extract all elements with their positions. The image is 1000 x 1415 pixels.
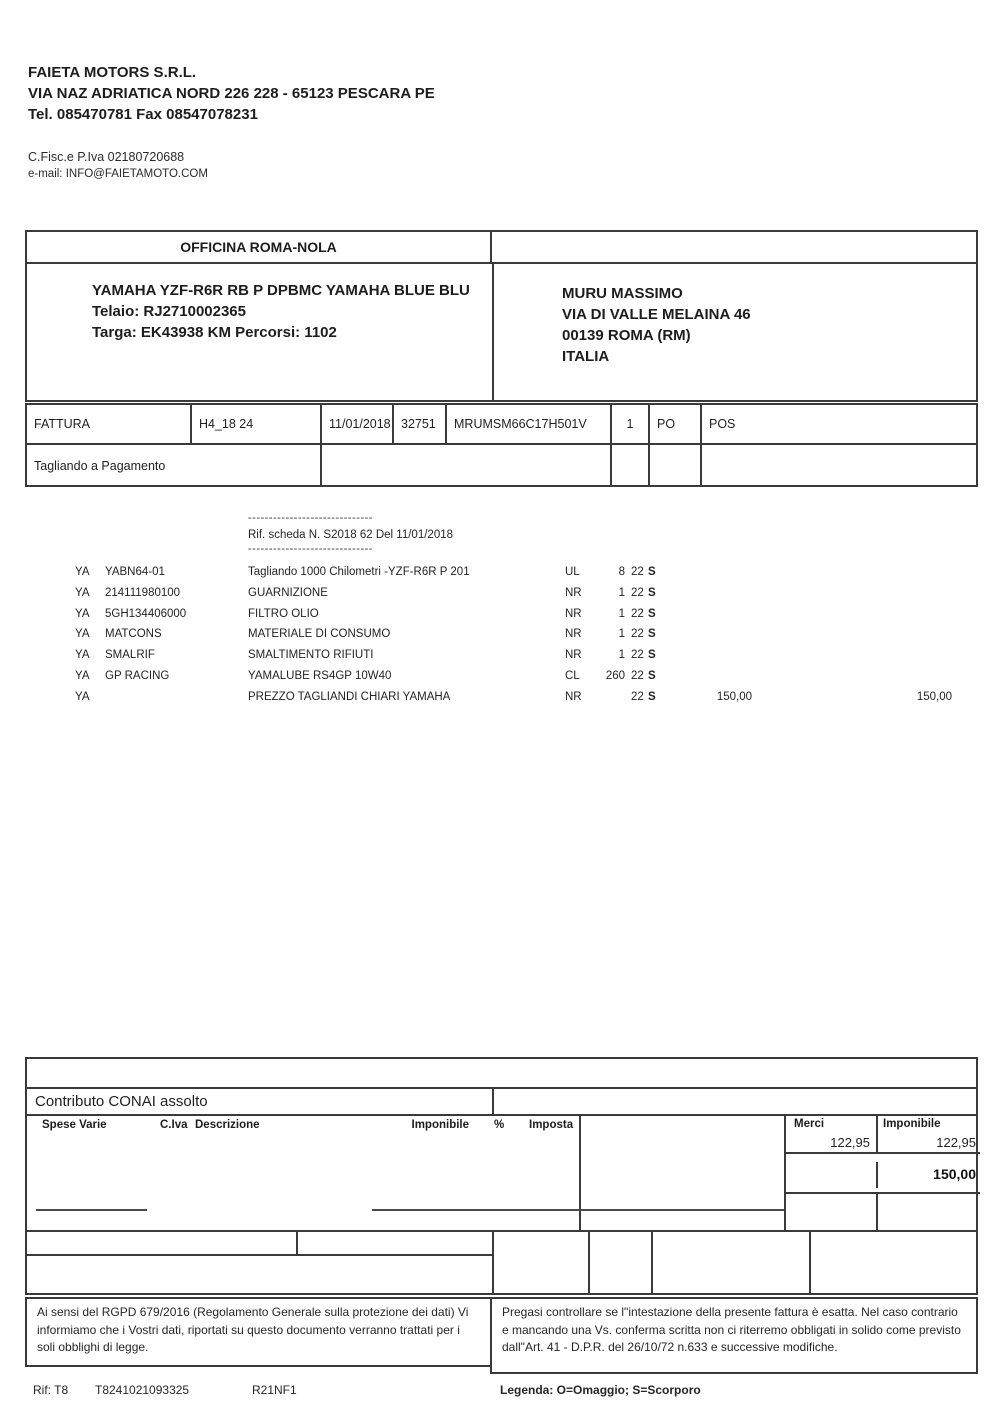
item-unit: CL bbox=[565, 669, 580, 682]
item-price: 150,00 bbox=[716, 690, 752, 703]
date-cell: 11/01/2018 bbox=[322, 405, 394, 443]
item-quantity: 1 bbox=[618, 586, 625, 599]
item-vat-flag: S bbox=[648, 690, 656, 703]
col-header-merci: Merci bbox=[794, 1118, 825, 1130]
item-brand: YA bbox=[75, 628, 90, 641]
rif-label: Rif: T8 bbox=[33, 1383, 69, 1397]
fiscal-block bbox=[28, 148, 208, 182]
copies-cell: 1 bbox=[612, 405, 650, 443]
item-brand: YA bbox=[75, 566, 90, 578]
item-code: SMALRIF bbox=[105, 649, 155, 662]
merci-lower-divider bbox=[876, 1194, 878, 1230]
vehicle-info bbox=[92, 280, 487, 343]
customer-street: VIA DI VALLE MELAINA 46 bbox=[562, 306, 751, 323]
item-quantity: 1 bbox=[618, 628, 625, 641]
totals-box bbox=[25, 1057, 978, 1295]
item-vat-code: 22 bbox=[631, 669, 644, 682]
invoice-header-row bbox=[27, 405, 976, 445]
item-row bbox=[0, 689, 1000, 710]
totals-middle-divider bbox=[579, 1116, 581, 1230]
dash-separator-bottom: ------------------------------ bbox=[248, 543, 373, 555]
item-brand: YA bbox=[75, 607, 90, 620]
privacy-note: Ai sensi del RGPD 679/2016 (Regolamento Generale sulla protezione dei dati) Vi informiamo che i Vostri dati, riportati su questo documento verranno trattati per i soli obblighi di legge. bbox=[25, 1297, 492, 1367]
merci-column-divider bbox=[876, 1116, 878, 1152]
item-quantity: 1 bbox=[618, 607, 625, 620]
footer-refs bbox=[0, 1383, 1000, 1401]
item-description: Tagliando 1000 Chilometri -YZF-R6R P 201 bbox=[248, 566, 470, 578]
lower-left-divider bbox=[296, 1230, 298, 1254]
payment-code-cell: PO bbox=[650, 405, 702, 443]
col-header-spese-varie: Spese Varie bbox=[42, 1119, 107, 1131]
item-row bbox=[0, 585, 1000, 606]
item-vat-code: 22 bbox=[631, 628, 644, 641]
register-cell: H4_18 24 bbox=[192, 405, 322, 443]
item-row bbox=[0, 626, 1000, 647]
number-cell: 32751 bbox=[394, 405, 447, 443]
rif-code-1: T8241021093325 bbox=[95, 1383, 190, 1397]
vehicle-telaio: Telaio: RJ2710002365 bbox=[92, 303, 246, 320]
item-code: MATCONS bbox=[105, 628, 162, 641]
col-header-descrizione: Descrizione bbox=[195, 1119, 260, 1131]
customer-city: 00139 ROMA (RM) bbox=[562, 327, 691, 344]
lower-divider-2 bbox=[588, 1230, 590, 1293]
empty-cell bbox=[650, 445, 702, 487]
payment-desc-cell: POS bbox=[709, 417, 736, 431]
item-vat-code: 22 bbox=[631, 690, 644, 703]
item-unit: NR bbox=[565, 649, 582, 662]
item-unit: UL bbox=[565, 566, 580, 578]
item-description: PREZZO TAGLIANDI CHIARI YAMAHA bbox=[248, 690, 451, 703]
dash-separator-top: ------------------------------ bbox=[248, 512, 373, 524]
doc-type-cell: FATTURA bbox=[27, 405, 192, 443]
item-brand: YA bbox=[75, 690, 90, 703]
empty-cell bbox=[702, 445, 976, 487]
invoice-subtitle-row bbox=[27, 445, 976, 487]
item-code: 214111980100 bbox=[105, 586, 181, 599]
item-unit: NR bbox=[565, 690, 582, 703]
ref-scheda-line: Rif. scheda N. S2018 62 Del 11/01/2018 bbox=[248, 529, 454, 541]
col-header-imponibile-right: Imponibile bbox=[883, 1118, 941, 1130]
conai-row bbox=[27, 1087, 976, 1116]
item-description: YAMALUBE RS4GP 10W40 bbox=[248, 669, 392, 682]
company-name: FAIETA MOTORS S.R.L. bbox=[28, 64, 197, 81]
empty-cell bbox=[322, 445, 612, 487]
item-brand: YA bbox=[75, 586, 90, 599]
imponibile-value: 122,95 bbox=[936, 1135, 976, 1150]
company-phone-fax: Tel. 085470781 Fax 08547078231 bbox=[28, 106, 258, 123]
item-vat-code: 22 bbox=[631, 586, 644, 599]
item-quantity: 1 bbox=[618, 649, 625, 662]
item-description: SMALTIMENTO RIFIUTI bbox=[248, 649, 374, 662]
item-vat-flag: S bbox=[648, 607, 656, 620]
item-row bbox=[0, 647, 1000, 668]
empty-cell bbox=[612, 445, 650, 487]
item-brand: YA bbox=[75, 669, 90, 682]
item-code: 5GH134406000 bbox=[105, 607, 187, 620]
item-vat-flag: S bbox=[648, 628, 656, 641]
tax-code-cell: MRUMSM66C17H501V bbox=[447, 405, 612, 443]
verification-note: Pregasi controllare se l"intestazione della presente fattura è esatta. Nel caso contrario e mancando una Vs. conferma scritta non ci riterremo obbligati in solido come previsto dall"Art. 41 - D.P.R. del 26/10/72 n.633 e successive modifiche. bbox=[490, 1297, 978, 1374]
merci-value: 122,95 bbox=[830, 1135, 870, 1150]
grand-total-underline bbox=[786, 1192, 980, 1194]
rif-code-2: R21NF1 bbox=[252, 1383, 297, 1397]
signature-line-center bbox=[372, 1209, 784, 1211]
item-code: GP RACING bbox=[105, 669, 170, 682]
lower-divider-3 bbox=[651, 1230, 653, 1293]
lower-divider-4 bbox=[809, 1230, 811, 1293]
office-title-row bbox=[27, 232, 976, 264]
col-header-civa: C.Iva bbox=[160, 1119, 188, 1131]
item-vat-flag: S bbox=[648, 669, 656, 682]
merci-values-underline bbox=[786, 1152, 980, 1154]
grand-total-divider bbox=[876, 1162, 878, 1188]
vehicle-targa-km: Targa: EK43938 KM Percorsi: 1102 bbox=[92, 324, 337, 341]
fiscal-code: C.Fisc.e P.Iva 02180720688 bbox=[28, 150, 185, 164]
items-rows bbox=[0, 564, 1000, 710]
office-title-cell bbox=[27, 232, 492, 262]
conai-divider bbox=[492, 1089, 494, 1114]
item-quantity: 260 bbox=[605, 669, 625, 682]
office-title: OFFICINA ROMA-NOLA bbox=[180, 239, 337, 255]
lower-divider-1 bbox=[492, 1230, 494, 1293]
item-unit: NR bbox=[565, 628, 582, 641]
legend-text: Legenda: O=Omaggio; S=Scorporo bbox=[500, 1383, 701, 1397]
item-vat-flag: S bbox=[648, 649, 656, 662]
item-row bbox=[0, 668, 1000, 689]
customer-name: MURU MASSIMO bbox=[562, 285, 683, 302]
totals-lower-separator bbox=[27, 1230, 976, 1232]
letterhead bbox=[28, 62, 435, 125]
item-vat-code: 22 bbox=[631, 649, 644, 662]
subtitle-cell: Tagliando a Pagamento bbox=[27, 445, 322, 487]
col-header-imponibile: Imponibile bbox=[411, 1119, 469, 1131]
item-code: YABN64-01 bbox=[105, 566, 165, 578]
item-quantity: 8 bbox=[618, 566, 625, 578]
item-description: GUARNIZIONE bbox=[248, 586, 328, 599]
item-vat-code: 22 bbox=[631, 607, 644, 620]
item-vat-flag: S bbox=[648, 566, 656, 578]
item-unit: NR bbox=[565, 607, 582, 620]
item-row bbox=[0, 564, 1000, 585]
company-email: e-mail: INFO@FAIETAMOTO.COM bbox=[28, 168, 208, 180]
item-description: MATERIALE DI CONSUMO bbox=[248, 628, 391, 641]
item-vat-flag: S bbox=[648, 586, 656, 599]
item-brand: YA bbox=[75, 649, 90, 662]
item-row bbox=[0, 606, 1000, 627]
conai-label: Contributo CONAI assolto bbox=[35, 1093, 208, 1110]
customer-country: ITALIA bbox=[562, 348, 610, 365]
item-description: FILTRO OLIO bbox=[248, 607, 319, 620]
company-address: VIA NAZ ADRIATICA NORD 226 228 - 65123 PESCARA PE bbox=[28, 85, 435, 102]
item-unit: NR bbox=[565, 586, 582, 599]
customer-info bbox=[562, 283, 962, 367]
vehicle-model: YAMAHA YZF-R6R RB P DPBMC YAMAHA BLUE BLU bbox=[92, 282, 470, 299]
office-vehicle-customer-box bbox=[25, 230, 978, 402]
office-box-divider bbox=[492, 264, 494, 400]
item-total: 150,00 bbox=[916, 690, 952, 703]
col-header-imposta: Imposta bbox=[529, 1119, 574, 1131]
grand-total-value: 150,00 bbox=[933, 1166, 976, 1182]
merci-block bbox=[784, 1116, 980, 1230]
invoice-header-table bbox=[25, 403, 978, 487]
item-vat-code: 22 bbox=[631, 566, 644, 578]
col-header-percent: % bbox=[494, 1119, 505, 1131]
lower-left-underline bbox=[27, 1254, 492, 1256]
signature-line-left bbox=[36, 1209, 147, 1211]
